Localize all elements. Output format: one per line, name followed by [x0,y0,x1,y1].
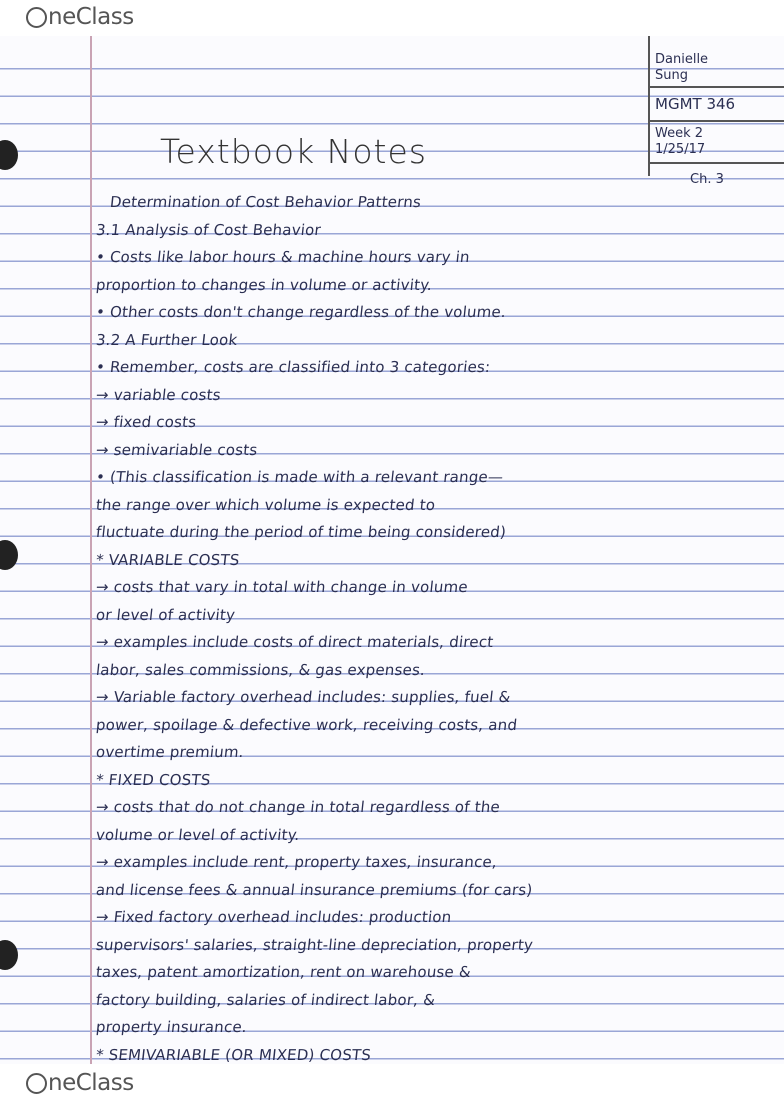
note-line: volume or level of activity. [95,825,301,844]
note-line: supervisors' salaries, straight-line depreciation, property [95,935,534,954]
binder-hole-icon [0,540,18,570]
note-line: → variable costs [95,385,222,404]
note-line: * SEMIVARIABLE (OR MIXED) COSTS [95,1045,372,1064]
header-box-border [648,36,650,176]
week-label: Week 2 [655,126,704,141]
note-line: power, spoilage & defective work, receiving costs, and [95,715,519,734]
note-line: * FIXED COSTS [95,770,212,789]
notebook-page [0,36,784,1064]
student-name [655,52,777,84]
oneclass-logo-top[interactable] [26,0,134,34]
oneclass-circle-icon [26,1073,47,1094]
header-box-divider [648,120,784,122]
chapter-label: Ch. 3 [690,172,724,187]
note-line: * VARIABLE COSTS [95,550,241,569]
note-line: taxes, patent amortization, rent on warehouse & [95,963,472,981]
oneclass-brand-text: neClass [48,4,134,30]
course-code: MGMT 346 [655,95,736,113]
note-line: → examples include rent, property taxes, insurance, [95,853,498,871]
note-line: and license fees & annual insurance premiums (for cars) [95,880,534,899]
week-and-date [655,126,777,158]
note-line: • Costs like labor hours & machine hours vary in [95,248,471,266]
note-line: • Other costs don't change regardless of the volume. [95,303,507,321]
binder-hole-icon [0,140,18,170]
note-line: → fixed costs [95,413,198,431]
note-line: 3.1 Analysis of Cost Behavior [95,220,322,239]
margin-line [90,36,92,1064]
note-line: factory building, salaries of indirect labor, & [95,990,437,1009]
note-line: labor, sales commissions, & gas expenses. [95,660,427,679]
note-line: Determination of Cost Behavior Patterns [109,193,423,211]
student-name-line2: Sung [655,68,688,83]
header-box-divider [648,162,784,164]
student-name-line1: Danielle [655,52,709,67]
note-line: → costs that vary in total with change in volume [95,578,469,596]
note-line: → costs that do not change in total regardless of the [95,798,501,816]
note-line: → semivariable costs [95,440,259,459]
note-line: fluctuate during the period of time being considered) [95,523,508,541]
header-box-divider [648,86,784,88]
oneclass-brand-text: neClass [48,1070,134,1096]
note-line: → examples include costs of direct materials, direct [95,633,495,651]
oneclass-logo-bottom[interactable] [26,1066,134,1100]
note-line: 3.2 A Further Look [95,330,239,349]
binder-hole-icon [0,940,18,970]
note-line: → Fixed factory overhead includes: production [95,908,453,926]
note-line: or level of activity [95,605,237,624]
note-line: • Remember, costs are classified into 3 categories: [95,358,492,376]
oneclass-circle-icon [26,7,47,28]
note-line: property insurance. [95,1018,248,1036]
note-line: proportion to changes in volume or activity. [95,275,434,294]
note-line: the range over which volume is expected to [95,495,437,514]
date-label: 1/25/17 [655,142,706,157]
note-line: • (This classification is made with a relevant range— [95,468,505,486]
note-line: overtime premium. [95,743,245,761]
note-line: → Variable factory overhead includes: supplies, fuel & [95,688,512,706]
notes-title: Textbook Notes [160,132,427,171]
